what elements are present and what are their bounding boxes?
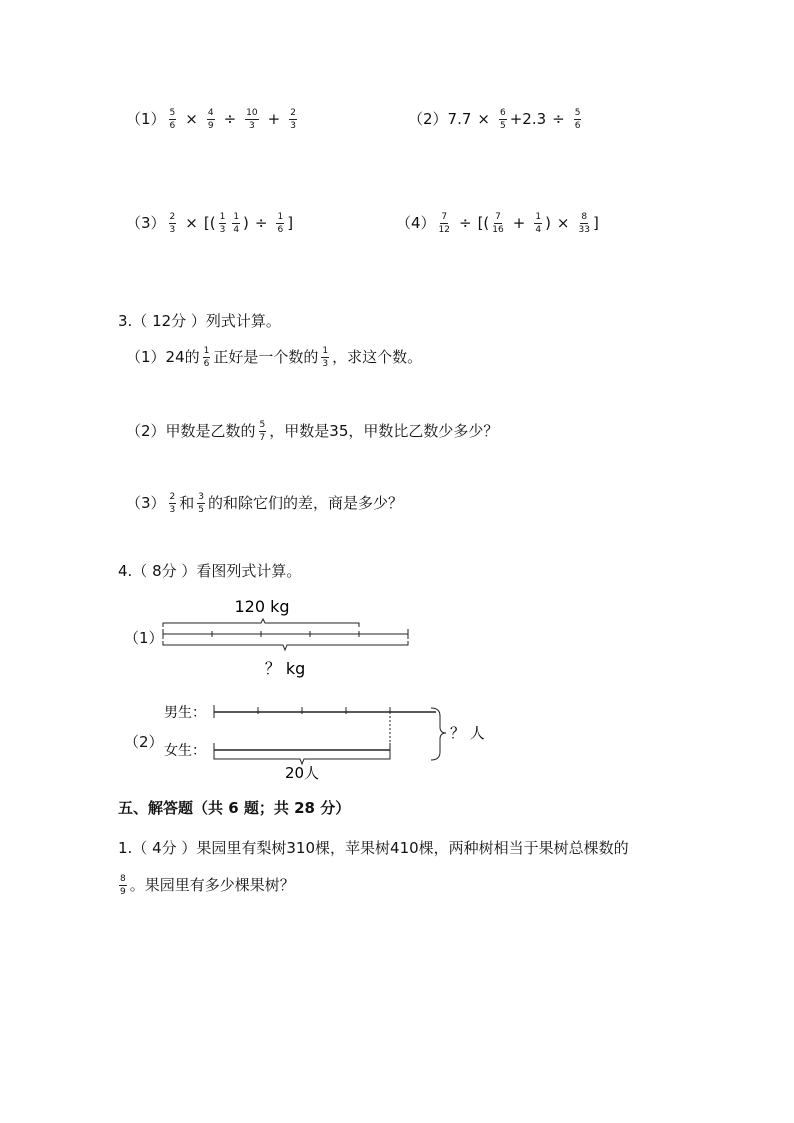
bottom-brace — [163, 641, 408, 650]
right-brace — [431, 708, 446, 760]
fraction: $\frac{3}{5}$ — [198, 492, 205, 515]
calc-item-2: （2）7.7 × $\frac{6}{5}$ +2.3 ÷ $\frac{5}{6}$ — [408, 108, 581, 131]
fraction: $\frac{5}{7}$ — [259, 420, 266, 443]
calc-item-4: （4） $\frac{7}{12}$ ÷ [( $\frac{7}{16}$ + $\frac{1}{4}$ ) × $\frac{8}{33}$ ] — [396, 212, 599, 235]
fraction: $\frac{5}{6}$ — [574, 108, 581, 131]
fraction: $\frac{1}{3}$ — [219, 212, 226, 235]
diagram-1-index: （1） — [124, 629, 164, 647]
calc-item-3: （3） $\frac{2}{3}$ × [( $\frac{1}{3}$ $\frac{1}{4}$ ) ÷ $\frac{1}{6}$ ] — [126, 212, 294, 235]
fraction: $\frac{4}{9}$ — [207, 108, 214, 131]
bottom-label: ？ kg — [264, 659, 306, 678]
item-index: （2） — [408, 110, 448, 128]
fraction: $\frac{7}{12}$ — [438, 212, 450, 235]
section-5-heading: 五、解答题（共 6 题；共 28 分） — [118, 799, 351, 817]
boys-label: 男生： — [164, 705, 206, 721]
total-label: ？ 人 — [450, 724, 485, 742]
fraction: $\frac{7}{16}$ — [492, 212, 504, 235]
fraction: $\frac{5}{6}$ — [169, 108, 176, 131]
fraction: $\frac{8}{33}$ — [578, 212, 590, 235]
girls-count-label: 20人 — [284, 764, 320, 782]
s5-q1-line1: 1.（ 4分 ）果园里有梨树310棵，苹果树410棵，两种树相当于果树总棵数的 — [118, 839, 629, 857]
item-index: （3） — [126, 214, 166, 232]
q3-heading: 3.（ 12分 ）列式计算。 — [118, 312, 281, 330]
q3-sub-3: （3） $\frac{2}{3}$ 和 $\frac{3}{5}$ 的和除它们的差，商是多少？ — [126, 492, 404, 515]
top-brace — [163, 619, 359, 627]
fraction: $\frac{8}{9}$ — [120, 874, 126, 897]
fraction: $\frac{10}{3}$ — [246, 108, 258, 131]
girls-brace — [214, 755, 390, 764]
girls-label: 女生： — [164, 743, 206, 759]
fraction: $\frac{1}{4}$ — [535, 212, 542, 235]
fraction: $\frac{1}{6}$ — [277, 212, 284, 235]
fraction: $\frac{2}{3}$ — [169, 492, 176, 515]
fraction: $\frac{1}{3}$ — [322, 346, 329, 369]
s5-q1-line2: $\frac{8}{9}$ 。果园里有多少棵果树？ — [120, 874, 295, 897]
fraction: $\frac{2}{3}$ — [169, 212, 176, 235]
top-label: 120 kg — [234, 597, 290, 616]
fraction: $\frac{2}{3}$ — [290, 108, 296, 131]
fraction: $\frac{6}{5}$ — [499, 108, 506, 131]
calc-item-1: （1） $\frac{5}{6}$ × $\frac{4}{9}$ ÷ $\frac{10}{3}$ + $\frac{2}{3}$ — [126, 108, 296, 131]
fraction: $\frac{1}{4}$ — [233, 212, 240, 235]
item-index: （4） — [396, 214, 436, 232]
q4-heading: 4.（ 8分 ）看图列式计算。 — [118, 562, 302, 580]
item-index: （1） — [126, 110, 166, 128]
fraction: $\frac{1}{6}$ — [203, 346, 210, 369]
q3-sub-2: （2）甲数是乙数的 $\frac{5}{7}$ ，甲数是35，甲数比乙数少多少？ — [126, 420, 499, 443]
q3-sub-1: （1）24的 $\frac{1}{6}$ 正好是一个数的 $\frac{1}{3}$ ，求这个数。 — [126, 346, 423, 369]
diagram-2-index: （2） — [124, 733, 164, 751]
